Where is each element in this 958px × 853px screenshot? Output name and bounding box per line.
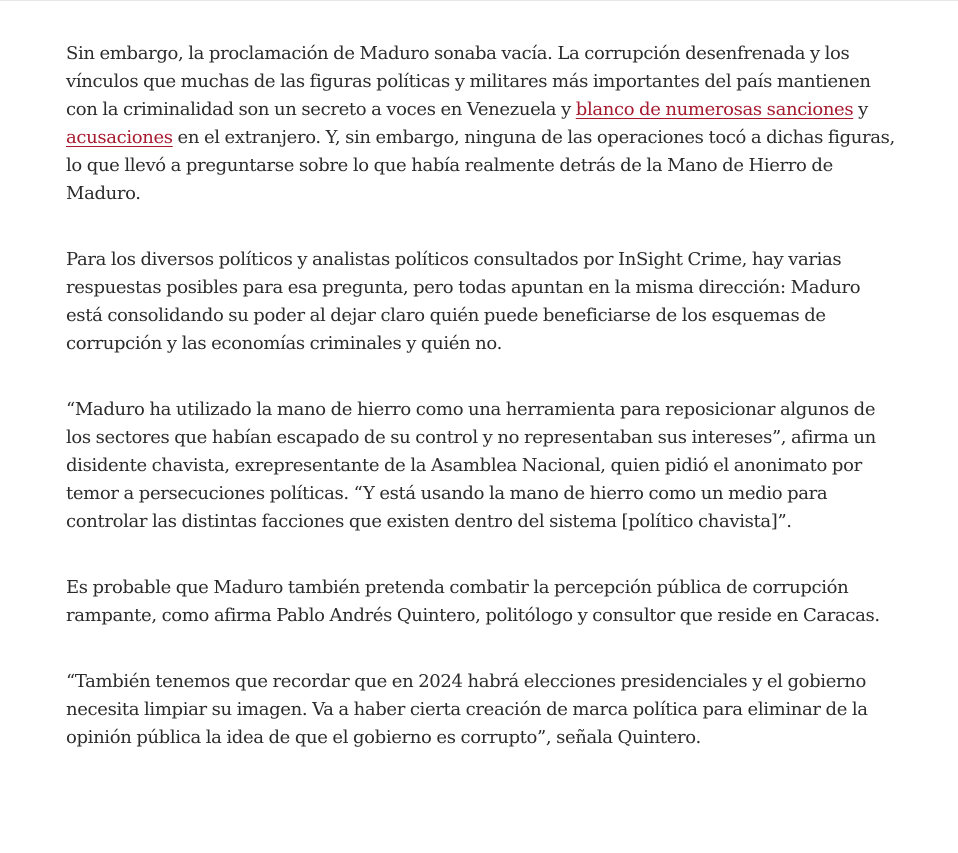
article-body [66,40,896,790]
link-blanco-de-numerosas-sanciones[interactable]: blanco de numerosas sanciones [575,99,854,120]
top-divider [0,0,958,1]
link-acusaciones[interactable]: acusaciones [66,127,173,148]
paragraph-4: Es probable que Maduro también pretenda combatir la percepción pública de corrupción rampante, como afirma Pablo Andrés Quintero, politólogo y consultor que reside en Caracas. [66,577,880,626]
paragraph-1 [66,40,896,208]
paragraph-3: “Maduro ha utilizado la mano de hierro como una herramienta para reposicionar algunos de los sectores que habían escapado de su control y no representaban sus intereses”, afirma un disidente chavista, exrepresentante de la Asamblea Nacional, quien pidió el anonimato por temor a persecuciones políticas. “Y está usando la mano de hierro como un medio para controlar las distintas facciones que existen dentro del sistema [político chavista]”. [66,399,876,532]
paragraph-1-text-before: Sin embargo, la proclamación de Maduro sonaba vacía. La corrupción desenfrenada y los vínculos que muchas de las figuras políticas y militares más importantes del país mantienen con la criminalidad son un secreto a voces en Venezuela y [66,43,871,120]
paragraph-5: “También tenemos que recordar que en 2024 habrá elecciones presidenciales y el gobierno necesita limpiar su imagen. Va a haber cierta creación de marca política para eliminar de la opinión pública la idea de que el gobierno es corrupto”, señala Quintero. [66,671,868,748]
paragraph-1-text-after: en el extranjero. Y, sin embargo, ninguna de las operaciones tocó a dichas figuras, lo que llevó a preguntarse sobre lo que había realmente detrás de la Mano de Hierro de Maduro. [66,127,895,204]
paragraph-2: Para los diversos políticos y analistas políticos consultados por InSight Crime, hay varias respuestas posibles para esa pregunta, pero todas apuntan en la misma dirección: Maduro está consolidando su poder al dejar claro quién puede beneficiarse de los esquemas de corrupción y las economías criminales y quién no. [66,249,861,354]
paragraph-1-text-between: y [853,99,868,120]
